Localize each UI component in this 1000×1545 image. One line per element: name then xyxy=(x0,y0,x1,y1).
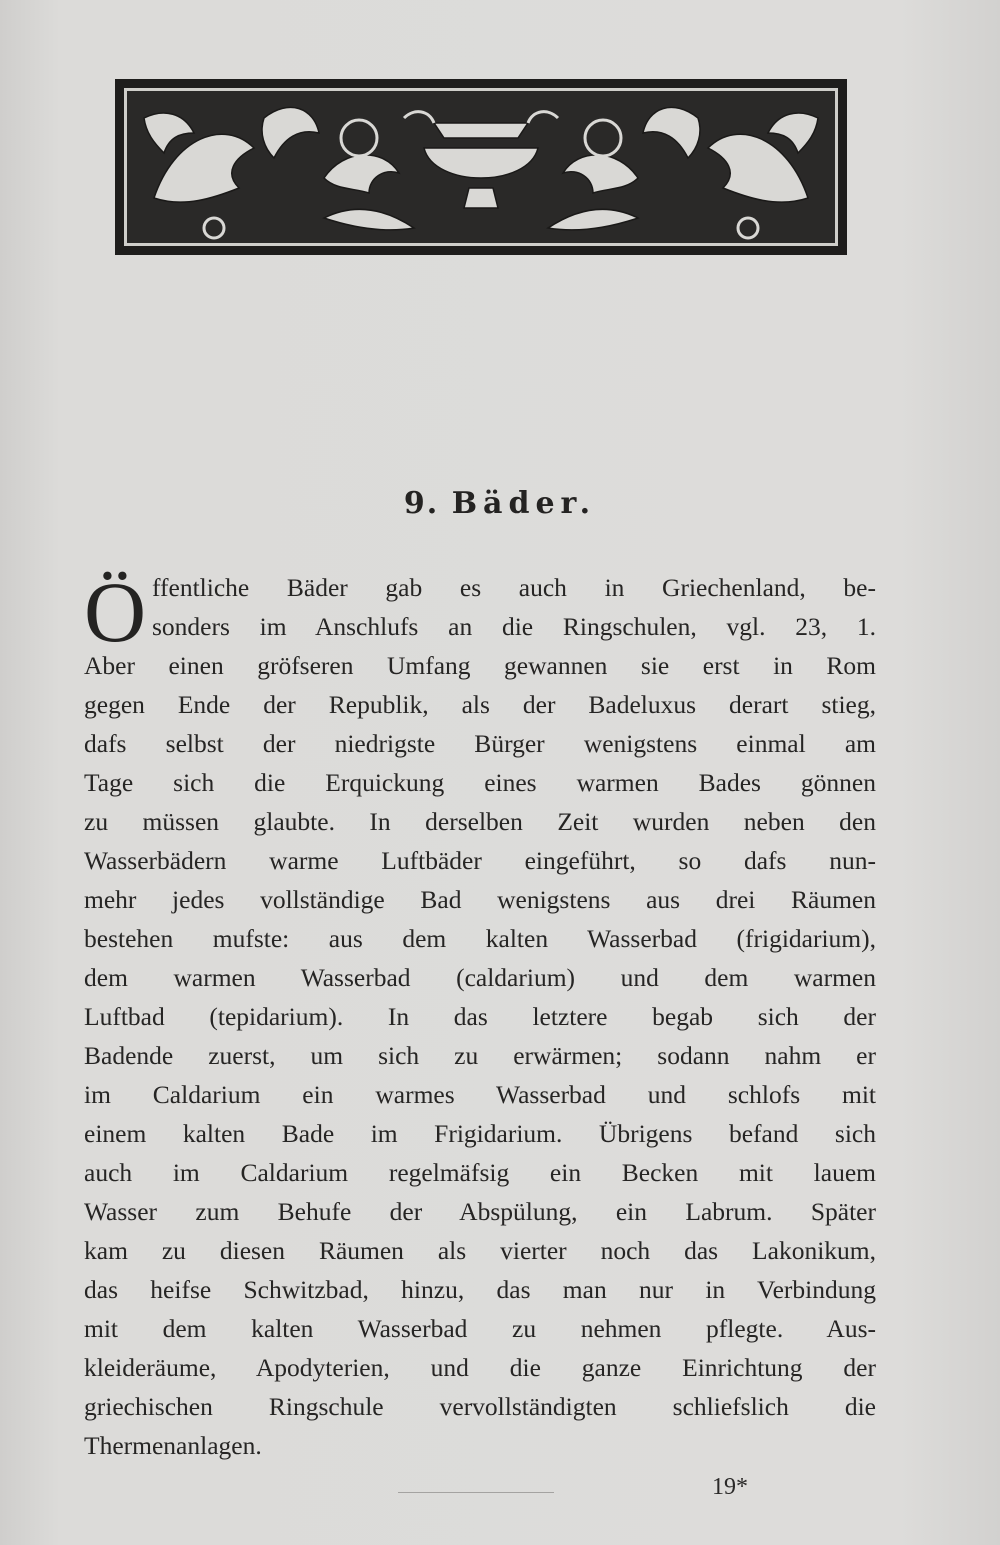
text-line: Luftbad (tepidarium). In das letztere begab sich der xyxy=(84,1002,876,1031)
text-line: Wasserbädern warme Luftbäder eingeführt, so dafs nun- xyxy=(84,846,876,875)
text-line: Wasser zum Behufe der Abspülung, ein Labrum. Später xyxy=(84,1197,876,1226)
text-line: dem warmen Wasserbad (caldarium) und dem warmen xyxy=(84,963,876,992)
body-paragraph xyxy=(84,564,876,1465)
text-line: Thermenanlagen. xyxy=(84,1431,262,1460)
text-line: sonders im Anschlufs an die Ringschulen, vgl. 23, 1. xyxy=(152,612,876,641)
signature-mark: 19* xyxy=(712,1474,748,1500)
footer-rule xyxy=(398,1492,554,1493)
text-line: Tage sich die Erquickung eines warmen Bades gönnen xyxy=(84,768,876,797)
text-line: ffentliche Bäder gab es auch in Griechenland, be- xyxy=(152,573,876,602)
text-line: zu müssen glaubte. In derselben Zeit wurden neben den xyxy=(84,807,876,836)
text-line: das heifse Schwitzbad, hinzu, das man nur in Verbindung xyxy=(84,1275,876,1304)
decorative-headpiece xyxy=(114,78,848,256)
text-line: griechischen Ringschule vervollständigten schliefslich die xyxy=(84,1392,876,1421)
section-title: Bäder. xyxy=(451,486,597,521)
text-line: kleideräume, Apodyterien, und die ganze Einrichtung der xyxy=(84,1353,876,1382)
text-line: mehr jedes vollständige Bad wenigstens aus drei Räumen xyxy=(84,885,876,914)
text-line: im Caldarium ein warmes Wasserbad und schlofs mit xyxy=(84,1080,876,1109)
text-line: Aber einen gröfseren Umfang gewannen sie erst in Rom xyxy=(84,651,876,680)
text-line: kam zu diesen Räumen als vierter noch das Lakonikum, xyxy=(84,1236,876,1265)
text-line: dafs selbst der niedrigste Bürger wenigstens einmal am xyxy=(84,729,876,758)
text-line: mit dem kalten Wasserbad zu nehmen pflegte. Aus- xyxy=(84,1314,876,1343)
text-line: bestehen mufste: aus dem kalten Wasserbad (frigidarium), xyxy=(84,924,876,953)
text-line: Badende zuerst, um sich zu erwärmen; sodann nahm er xyxy=(84,1041,876,1070)
drop-cap-letter: Ö xyxy=(84,564,147,660)
section-heading xyxy=(0,486,1000,521)
text-line: auch im Caldarium regelmäfsig ein Becken mit lauem xyxy=(84,1158,876,1187)
section-number: 9. xyxy=(403,486,440,521)
text-line: gegen Ende der Republik, als der Badeluxus derart stieg, xyxy=(84,690,876,719)
text-line: einem kalten Bade im Frigidarium. Übrigens befand sich xyxy=(84,1119,876,1148)
